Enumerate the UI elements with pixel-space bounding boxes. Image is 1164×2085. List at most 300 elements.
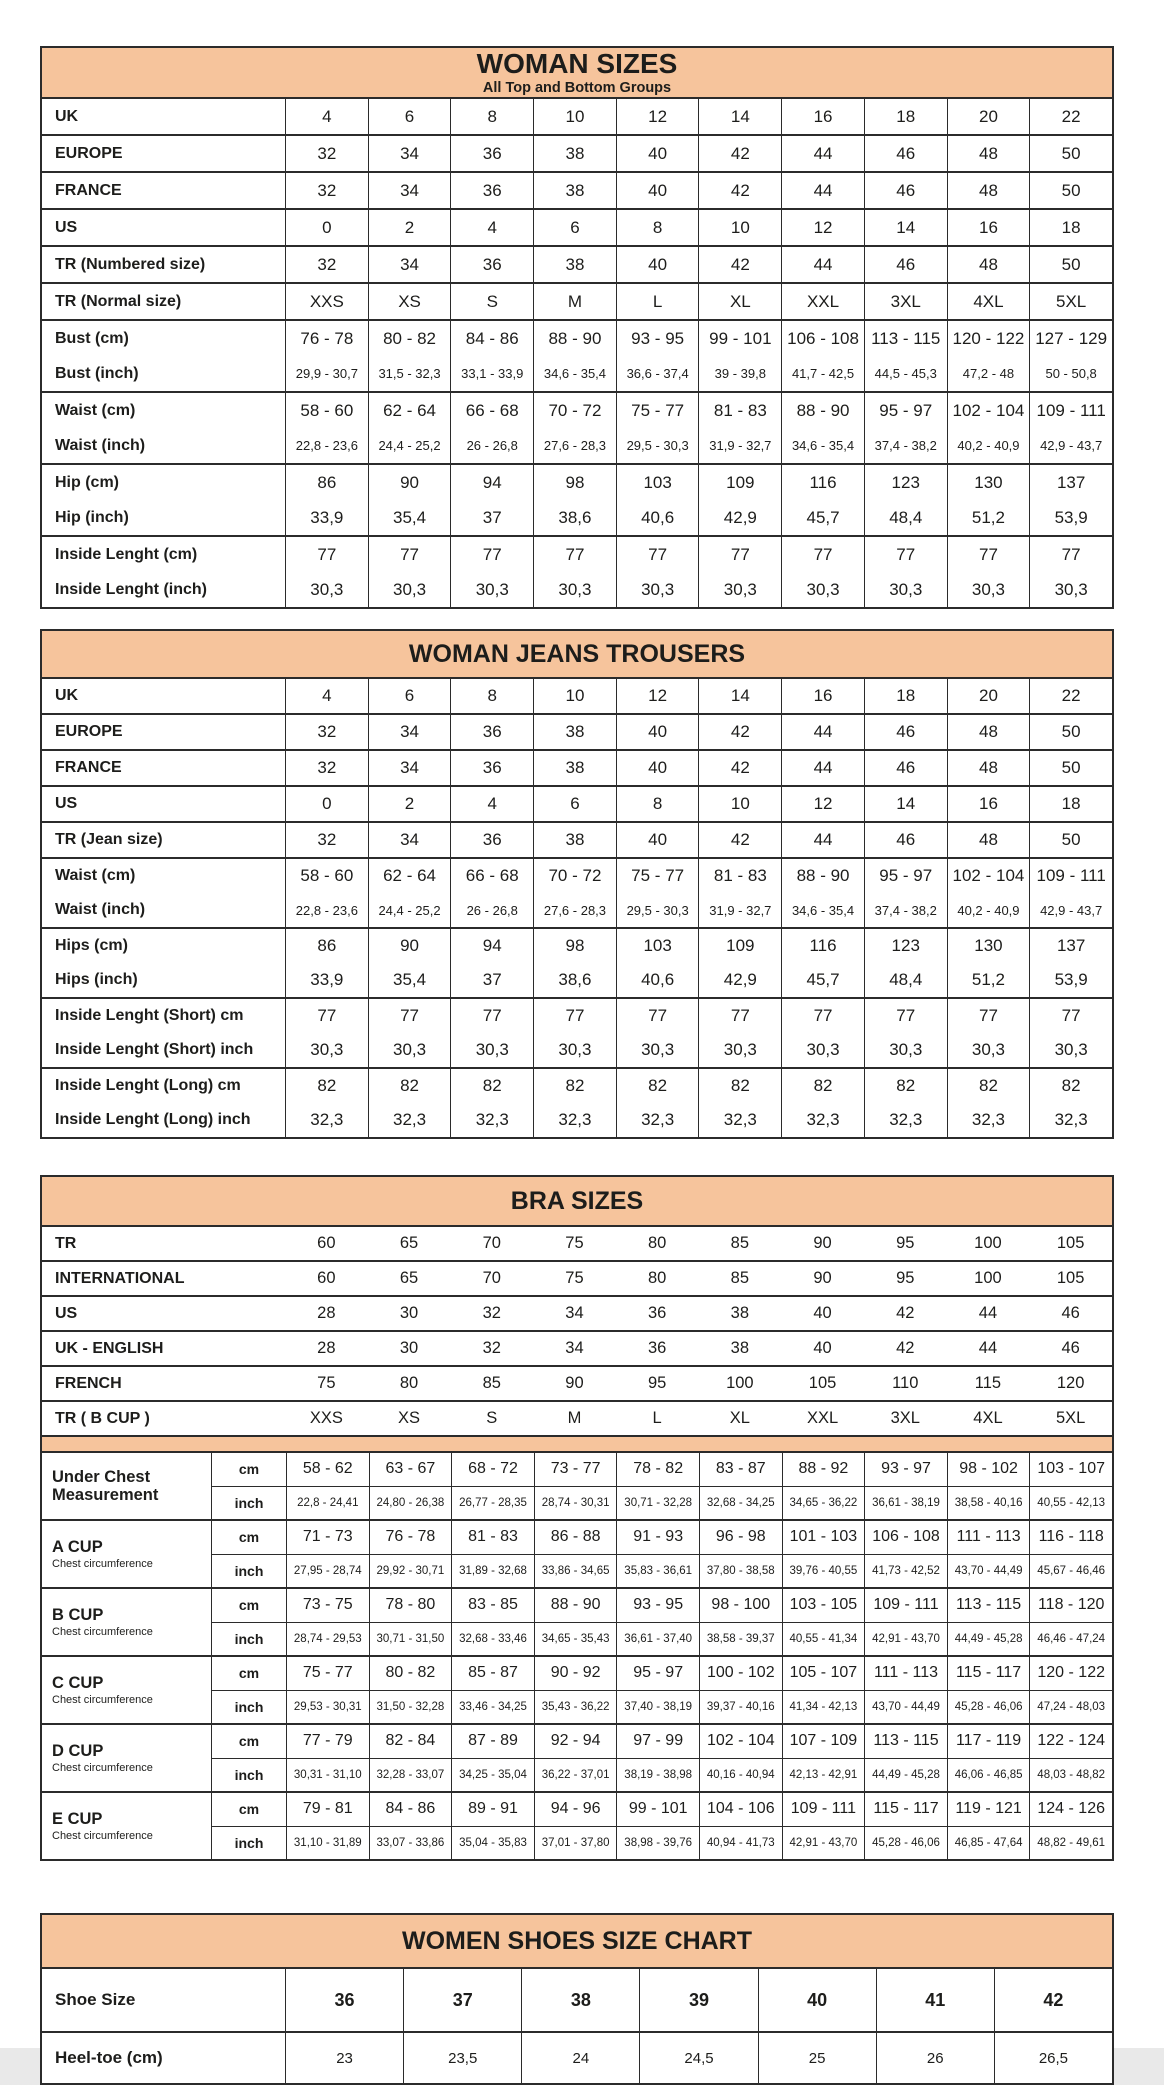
size-cell: 79 - 81 [286, 1793, 369, 1826]
size-cell: 42 [896, 1304, 915, 1322]
size-cell: 105 [1056, 1234, 1085, 1252]
size-cell: 12 [616, 99, 699, 134]
unit-cell: inch [234, 1766, 264, 1783]
unit-cell: cm [238, 1733, 260, 1750]
size-cell: 46 [864, 136, 947, 171]
size-cell: 110 [892, 1374, 919, 1392]
woman-jeans-body [42, 679, 1112, 1137]
row-label: FRENCH [55, 1374, 122, 1392]
table-row [42, 999, 1112, 1033]
size-cell: 45,7 [781, 500, 864, 535]
size-cell: 10 [533, 99, 616, 134]
size-cell: 40 [616, 823, 699, 857]
size-cell: 53,9 [1029, 963, 1112, 997]
bra-conversion-row-group [42, 1365, 1112, 1400]
size-row-group [42, 927, 1112, 997]
size-cell: 32,3 [1029, 1103, 1112, 1137]
size-cell: 26 - 26,8 [450, 893, 533, 927]
size-cell: 14 [864, 787, 947, 821]
size-cell: 42 [698, 751, 781, 785]
size-cell: 77 [368, 999, 451, 1033]
size-cell: 32,3 [864, 1103, 947, 1137]
size-cell: 94 - 96 [534, 1793, 617, 1826]
size-cell: 44 [781, 136, 864, 171]
size-cell: 137 [1029, 929, 1112, 963]
size-cell: 40 [616, 136, 699, 171]
size-cell: 51,2 [947, 963, 1030, 997]
row-label: Shoe Size [55, 1990, 136, 2009]
size-cell: 40,2 - 40,9 [947, 893, 1030, 927]
size-cell: 46 [1061, 1304, 1080, 1322]
size-cell: 32 [482, 1339, 501, 1357]
unit-cell: inch [234, 1698, 264, 1715]
size-row-group [42, 713, 1112, 749]
unit-cell: inch [234, 1834, 264, 1851]
row-label: Inside Lenght (cm) [55, 545, 198, 563]
size-cell: 18 [864, 99, 947, 134]
size-cell: 106 - 108 [864, 1521, 947, 1554]
table-row [42, 715, 1112, 749]
size-cell: 30,3 [698, 1033, 781, 1067]
size-row-group [42, 857, 1112, 927]
row-label: Hip (inch) [55, 508, 129, 526]
size-cell: 41,7 - 42,5 [781, 356, 864, 391]
size-cell: 120 - 122 [1029, 1657, 1112, 1690]
size-cell: 6 [368, 99, 451, 134]
size-cell: 80 [399, 1374, 419, 1392]
size-cell: 103 - 105 [782, 1589, 865, 1622]
row-label: Hips (cm) [55, 937, 128, 954]
size-cell: 34,65 - 35,43 [534, 1623, 617, 1656]
bra-cup-rows [212, 1657, 1112, 1723]
size-cell: 27,95 - 28,74 [286, 1555, 369, 1588]
size-cell: 22,8 - 23,6 [285, 893, 368, 927]
size-cell: 3XL [864, 284, 947, 319]
size-cell: 102 - 104 [947, 859, 1030, 893]
size-cell: 98 - 100 [699, 1589, 782, 1622]
size-cell: 86 [285, 929, 368, 963]
size-cell: 32 [285, 715, 368, 749]
size-cell: 30,3 [1029, 1033, 1112, 1067]
bra-cup-row [212, 1554, 1112, 1588]
size-cell: 50 [1029, 751, 1112, 785]
bra-cup-rows [212, 1453, 1112, 1519]
size-cell: 65 [399, 1234, 419, 1252]
size-cell: 10 [533, 679, 616, 713]
size-cell: 36 [450, 751, 533, 785]
size-cell: 37,4 - 38,2 [864, 893, 947, 927]
row-label: TR (Numbered size) [55, 255, 206, 273]
size-cell: 105 [1056, 1269, 1085, 1287]
size-cell: 39,76 - 40,55 [782, 1555, 865, 1588]
size-cell: 81 - 83 [451, 1521, 534, 1554]
size-cell: 44 [781, 715, 864, 749]
size-cell: 100 - 102 [699, 1657, 782, 1690]
size-row-group [42, 463, 1112, 535]
size-cell: 99 - 101 [616, 1793, 699, 1826]
size-cell: 37 [450, 963, 533, 997]
table-row [42, 284, 1112, 319]
size-cell: 115 - 117 [864, 1793, 947, 1826]
size-cell: 116 [781, 465, 864, 500]
size-cell: 34 [368, 751, 451, 785]
size-cell: 106 - 108 [781, 321, 864, 356]
size-cell: 101 - 103 [782, 1521, 865, 1554]
size-cell: 36 [647, 1339, 667, 1357]
size-cell: 100 [974, 1234, 1002, 1252]
size-cell: 82 [698, 1069, 781, 1103]
bra-cup-label-cell [42, 1725, 212, 1791]
size-cell: 18 [864, 679, 947, 713]
unit-cell: cm [238, 1597, 260, 1614]
row-label: Inside Lenght (Long) cm [55, 1077, 241, 1094]
size-cell: 38 [533, 715, 616, 749]
bra-cup-name: D CUP [52, 1742, 104, 1761]
size-cell: S [486, 1409, 498, 1427]
size-cell: 86 - 88 [534, 1521, 617, 1554]
size-cell: 30,3 [616, 1033, 699, 1067]
size-cell: 18 [1029, 210, 1112, 245]
size-cell: 83 - 87 [699, 1453, 782, 1486]
table-row [42, 572, 1112, 607]
bra-cup-row [212, 1725, 1112, 1758]
bra-cup-row [212, 1486, 1112, 1520]
bra-cup-label-cell [42, 1589, 212, 1655]
size-cell: 40,2 - 40,9 [947, 428, 1030, 463]
table-row [42, 859, 1112, 893]
size-cell: 35,4 [368, 963, 451, 997]
size-cell: 81 - 83 [698, 393, 781, 428]
size-cell: 94 [450, 465, 533, 500]
size-cell: 75 - 77 [286, 1657, 369, 1690]
size-cell: 118 - 120 [1029, 1589, 1112, 1622]
shoe-row-group [42, 2031, 1112, 2083]
size-cell: 30,3 [285, 1033, 368, 1067]
size-row-group [42, 245, 1112, 282]
size-cell: 42 [698, 715, 781, 749]
woman-sizes-subtitle: All Top and Bottom Groups [482, 79, 672, 96]
bra-cup-rows [212, 1725, 1112, 1791]
size-cell: 45,28 - 46,06 [947, 1691, 1030, 1724]
size-cell: 30,71 - 32,28 [616, 1487, 699, 1520]
row-label: EUROPE [55, 144, 123, 162]
size-cell: 93 - 95 [616, 1589, 699, 1622]
row-label: Bust (cm) [55, 329, 129, 347]
size-cell: 82 [864, 1069, 947, 1103]
size-cell: 62 - 64 [368, 393, 451, 428]
size-cell: 89 - 91 [451, 1793, 534, 1826]
row-label: EUROPE [55, 723, 123, 740]
size-cell: 111 - 113 [947, 1521, 1030, 1554]
size-cell: 6 [533, 210, 616, 245]
bra-sizes-body [42, 1227, 1112, 1859]
size-cell: 36,22 - 37,01 [534, 1759, 617, 1792]
size-cell: 48,4 [864, 963, 947, 997]
woman-sizes-body [42, 99, 1112, 607]
size-cell: 85 [730, 1269, 750, 1287]
size-cell: 98 [533, 929, 616, 963]
size-cell: 82 [1029, 1069, 1112, 1103]
size-cell: 30,31 - 31,10 [286, 1759, 369, 1792]
size-cell: 35,4 [368, 500, 451, 535]
size-cell: 58 - 60 [285, 393, 368, 428]
woman-jeans-table [40, 629, 1114, 1139]
size-cell: 102 - 104 [947, 393, 1030, 428]
size-cell: 137 [1029, 465, 1112, 500]
size-cell: 113 - 115 [864, 1725, 947, 1758]
size-cell: 122 - 124 [1029, 1725, 1112, 1758]
size-cell: 6 [533, 787, 616, 821]
bra-cup-row [212, 1758, 1112, 1792]
size-cell: 82 [533, 1069, 616, 1103]
size-cell: 51,2 [947, 500, 1030, 535]
size-cell: 25 [758, 2033, 876, 2083]
size-cell: 32,3 [533, 1103, 616, 1137]
size-cell: 37 [450, 500, 533, 535]
size-cell: 14 [698, 679, 781, 713]
size-cell: 48 [947, 247, 1030, 282]
size-cell: L [616, 284, 699, 319]
size-cell: 29,5 - 30,3 [616, 893, 699, 927]
size-cell: 95 - 97 [864, 859, 947, 893]
size-cell: 33,46 - 34,25 [451, 1691, 534, 1724]
size-cell: 80 [647, 1269, 667, 1287]
size-cell: 40,55 - 41,34 [782, 1623, 865, 1656]
size-cell: 80 - 82 [368, 321, 451, 356]
row-label: Heel-toe (cm) [55, 2048, 163, 2067]
size-cell: 90 [368, 929, 451, 963]
size-cell: 95 [896, 1269, 915, 1287]
row-label: Inside Lenght (Short) cm [55, 1007, 244, 1024]
row-label: UK - ENGLISH [55, 1339, 164, 1357]
size-cell: 92 - 94 [534, 1725, 617, 1758]
size-cell: 65 [399, 1269, 419, 1287]
size-cell: 102 - 104 [699, 1725, 782, 1758]
size-cell: 109 [698, 465, 781, 500]
size-cell: 14 [864, 210, 947, 245]
size-cell: 28 [317, 1304, 336, 1322]
size-cell: 77 [616, 999, 699, 1033]
size-cell: 30,3 [533, 572, 616, 607]
table-row [42, 893, 1112, 927]
size-cell: 42 [698, 247, 781, 282]
unit-cell: cm [238, 1665, 260, 1682]
bra-cup-label-cell [42, 1793, 212, 1859]
size-cell: 29,5 - 30,3 [616, 428, 699, 463]
table-row [42, 1367, 1112, 1400]
size-row-group [42, 997, 1112, 1067]
size-cell: 38 [533, 136, 616, 171]
size-cell: 5XL [1055, 1409, 1086, 1427]
size-cell: 32,3 [616, 1103, 699, 1137]
size-cell: 18 [1029, 787, 1112, 821]
size-row-group [42, 134, 1112, 171]
bra-sizes-header [42, 1177, 1112, 1227]
size-cell: 90 [368, 465, 451, 500]
size-cell: 95 [647, 1374, 667, 1392]
size-cell: 116 - 118 [1029, 1521, 1112, 1554]
woman-sizes-table [40, 46, 1114, 609]
size-cell: 48,82 - 49,61 [1029, 1827, 1112, 1860]
size-cell: 88 - 90 [781, 393, 864, 428]
size-cell: S [450, 284, 533, 319]
size-cell: 66 - 68 [450, 859, 533, 893]
size-cell: 113 - 115 [947, 1589, 1030, 1622]
size-cell: 28 [317, 1339, 336, 1357]
size-cell: 37,40 - 38,19 [616, 1691, 699, 1724]
size-cell: 70 - 72 [533, 393, 616, 428]
size-cell: 38,19 - 38,98 [616, 1759, 699, 1792]
size-cell: 27,6 - 28,3 [533, 893, 616, 927]
size-cell: 30,3 [368, 1033, 451, 1067]
size-cell: 2 [368, 210, 451, 245]
size-cell: 82 [285, 1069, 368, 1103]
size-cell: 95 [896, 1234, 915, 1252]
size-cell: 37 [403, 1969, 521, 2031]
size-cell: 31,89 - 32,68 [451, 1555, 534, 1588]
size-cell: 48 [947, 136, 1030, 171]
size-cell: 41 [876, 1969, 994, 2031]
size-cell: L [652, 1409, 662, 1427]
size-cell: 45,7 [781, 963, 864, 997]
size-cell: 88 - 90 [534, 1589, 617, 1622]
size-cell: 38 [533, 173, 616, 208]
size-cell: 42,13 - 42,91 [782, 1759, 865, 1792]
size-cell: 6 [368, 679, 451, 713]
row-label: Waist (cm) [55, 401, 136, 419]
size-cell: 30,3 [781, 1033, 864, 1067]
size-cell: 38 [533, 751, 616, 785]
size-cell: 80 - 82 [369, 1657, 452, 1690]
size-cell: 3XL [890, 1409, 920, 1427]
size-cell: 22 [1029, 679, 1112, 713]
size-cell: 32 [285, 751, 368, 785]
size-cell: 117 - 119 [947, 1725, 1030, 1758]
size-row-group [42, 1067, 1112, 1137]
size-cell: 36 [450, 136, 533, 171]
unit-cell: cm [238, 1461, 260, 1478]
size-cell: 70 - 72 [533, 859, 616, 893]
table-row [42, 1227, 1112, 1260]
size-cell: 30,3 [947, 1033, 1030, 1067]
size-cell: 120 - 122 [947, 321, 1030, 356]
size-cell: 50 [1029, 823, 1112, 857]
woman-jeans-header [42, 631, 1112, 679]
table-row [42, 356, 1112, 391]
size-cell: 46,85 - 47,64 [947, 1827, 1030, 1860]
size-cell: 63 - 67 [369, 1453, 452, 1486]
size-cell: 38,6 [533, 500, 616, 535]
size-cell: 28,74 - 30,31 [534, 1487, 617, 1520]
size-cell: 96 - 98 [699, 1521, 782, 1554]
bra-cup-group [42, 1453, 1112, 1519]
size-cell: 32 [285, 173, 368, 208]
size-cell: 4 [285, 679, 368, 713]
size-cell: 37,4 - 38,2 [864, 428, 947, 463]
size-cell: 48 [947, 173, 1030, 208]
size-cell: 46 [864, 823, 947, 857]
size-cell: 46,46 - 47,24 [1029, 1623, 1112, 1656]
size-cell: 47,2 - 48 [947, 356, 1030, 391]
row-label: US [55, 218, 78, 236]
bra-cup-group [42, 1655, 1112, 1723]
bra-cup-sublabel: Chest circumference [52, 1761, 153, 1774]
size-cell: 42 [698, 823, 781, 857]
size-cell: 48 [947, 823, 1030, 857]
size-cell: 32,28 - 33,07 [369, 1759, 452, 1792]
size-cell: 16 [781, 679, 864, 713]
row-label: TR (Normal size) [55, 292, 182, 310]
bra-cup-sublabel: Chest circumference [52, 1557, 153, 1570]
size-cell: 46 [864, 751, 947, 785]
size-cell: 40,55 - 42,13 [1029, 1487, 1112, 1520]
size-cell: M [533, 284, 616, 319]
size-cell: 48,4 [864, 500, 947, 535]
bra-conversion-row-group [42, 1260, 1112, 1295]
woman-sizes-title: WOMAN SIZES [476, 48, 678, 80]
size-cell: 0 [285, 787, 368, 821]
size-cell: 97 - 99 [616, 1725, 699, 1758]
size-cell: 31,9 - 32,7 [698, 893, 781, 927]
size-cell: 82 - 84 [369, 1725, 452, 1758]
size-cell: 60 [317, 1269, 336, 1287]
table-row [42, 500, 1112, 535]
size-cell: 48 [947, 751, 1030, 785]
shoes-size-title: WOMEN SHOES SIZE CHART [401, 1926, 752, 1955]
bra-cup-row [212, 1690, 1112, 1724]
size-cell: 20 [947, 679, 1030, 713]
size-cell: 42 [698, 136, 781, 171]
size-cell: 5XL [1029, 284, 1112, 319]
table-row [42, 99, 1112, 134]
size-cell: 39 [639, 1969, 757, 2031]
size-cell: 8 [616, 210, 699, 245]
size-cell: 105 [808, 1374, 837, 1392]
table-row [42, 679, 1112, 713]
size-cell: XXS [309, 1409, 343, 1427]
bra-cup-name: E CUP [52, 1810, 103, 1829]
size-cell: 77 [864, 999, 947, 1033]
size-cell: 40 [616, 173, 699, 208]
size-cell: 33,07 - 33,86 [369, 1827, 452, 1860]
size-cell: 123 [864, 929, 947, 963]
size-cell: XXL [781, 284, 864, 319]
size-cell: 30,71 - 31,50 [369, 1623, 452, 1656]
size-cell: 77 [781, 999, 864, 1033]
bra-cup-row [212, 1521, 1112, 1554]
size-cell: 30,3 [533, 1033, 616, 1067]
size-cell: 30 [399, 1339, 419, 1357]
size-cell: XL [729, 1409, 750, 1427]
size-cell: 40,6 [616, 963, 699, 997]
size-row-group [42, 208, 1112, 245]
size-cell: 73 - 75 [286, 1589, 369, 1622]
bra-cup-rows [212, 1521, 1112, 1587]
size-cell: 30,3 [450, 572, 533, 607]
bra-cup-name: A CUP [52, 1538, 103, 1557]
table-row [42, 1969, 1112, 2031]
size-cell: 42,9 - 43,7 [1029, 428, 1112, 463]
size-cell: 8 [450, 99, 533, 134]
size-cell: 75 [565, 1234, 584, 1252]
size-cell: 31,50 - 32,28 [369, 1691, 452, 1724]
size-cell: 58 - 62 [286, 1453, 369, 1486]
row-label: UK [55, 687, 79, 704]
table-row [42, 321, 1112, 356]
size-cell: 42 [896, 1339, 915, 1357]
size-row-group [42, 749, 1112, 785]
row-label: TR [55, 1234, 77, 1252]
